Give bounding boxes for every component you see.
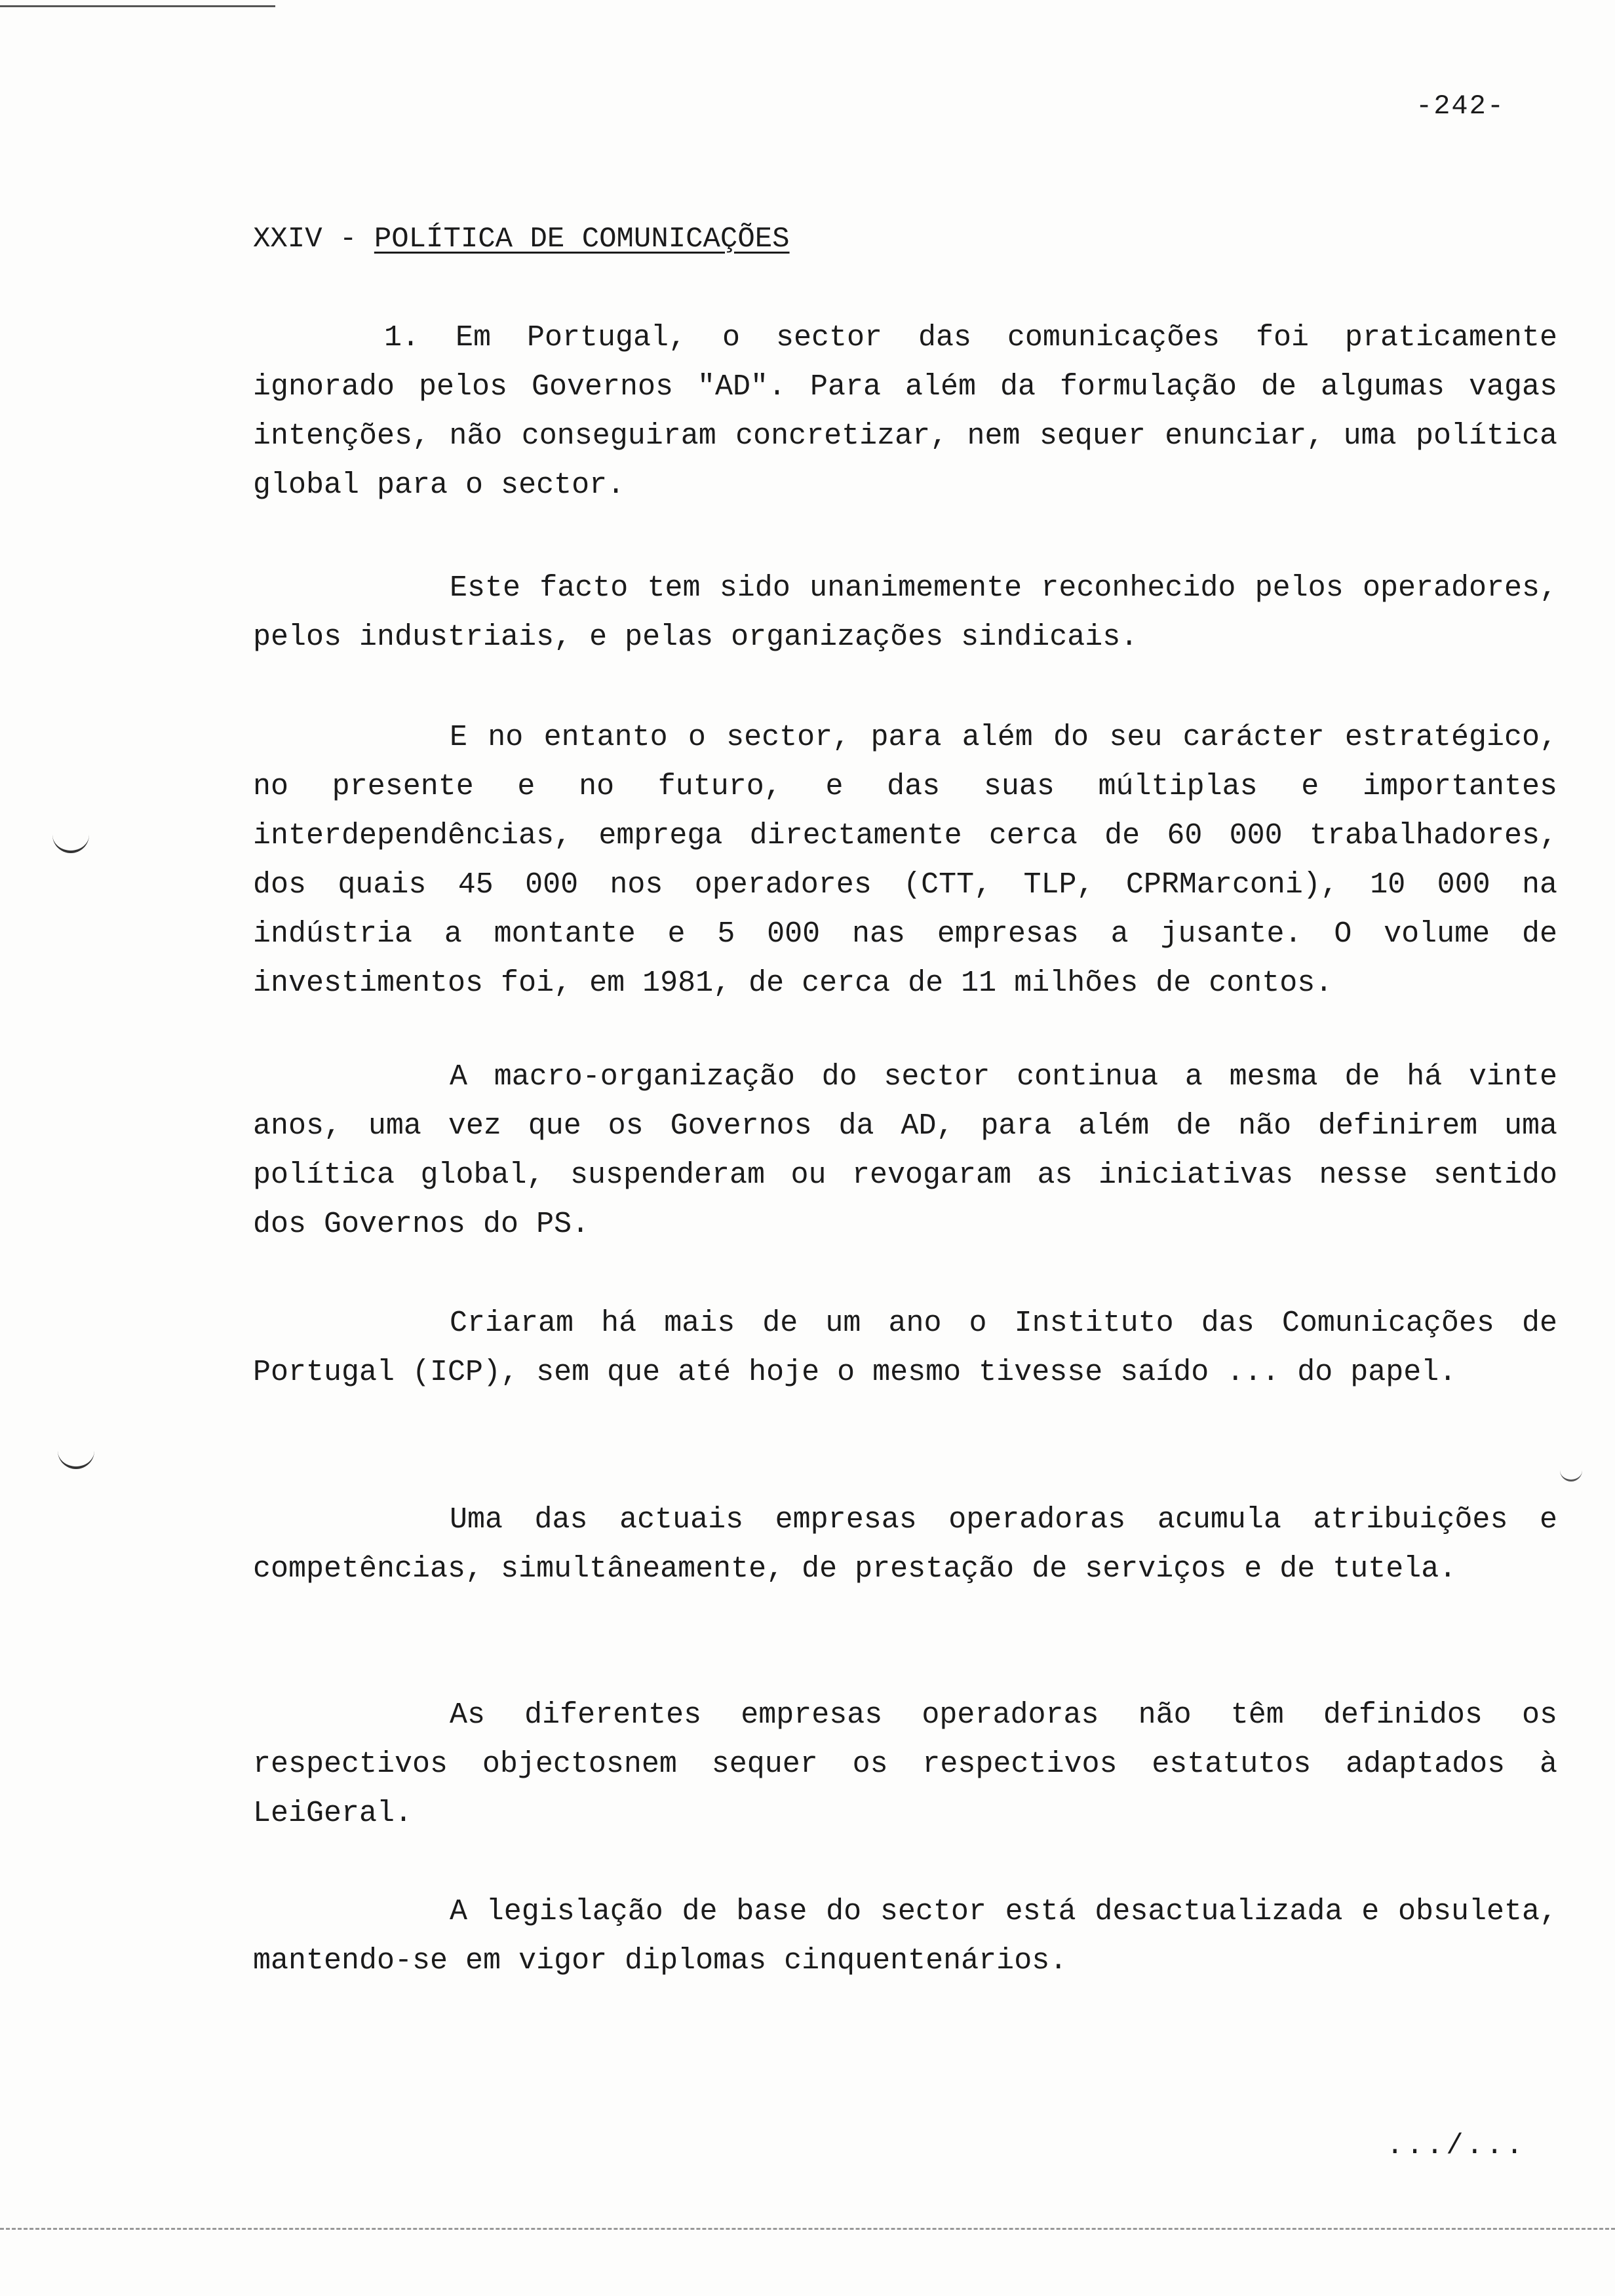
bottom-rule xyxy=(0,2228,1615,2230)
paragraph-3: E no entanto o sector, para além do seu carácter estratégico, no presente e no futuro, e das suas múltiplas e importantes interdependências, emprega directamente cerca de 60 000 trabalhadores, dos quais 45 000 nos operadores (CTT, TLP, CPRMarconi), 10 000 na indústria a montante e 5 000 nas empresas a jusante. O volume de investimentos foi, em 1981, de cerca de 11 milhões de contos. xyxy=(253,721,1557,1000)
paragraph-4: A macro-organização do sector continua a mesma de há vinte anos, uma vez que os Governos da AD, para além de não definirem uma política global, suspenderam ou revogaram as iniciativas nesse sentido dos Governos do PS. xyxy=(253,1060,1557,1241)
paragraph-1: 1. Em Portugal, o sector das comunicações foi praticamente ignorado pelos Governos "AD". Para além da formulação de algumas vagas intenções, não conseguiram concretizar, nem sequer enunciar, uma política global para o sector. xyxy=(253,321,1557,502)
section-heading xyxy=(253,223,790,256)
section-number: XXIV - xyxy=(253,223,374,256)
top-rule xyxy=(0,5,275,7)
page-number: -242- xyxy=(1416,90,1506,122)
continuation-marker: .../... xyxy=(1386,2130,1526,2162)
paragraph-6: Uma das actuais empresas operadoras acumula atribuições e competências, simultâneamente, de prestação de serviços e de tutela. xyxy=(253,1503,1557,1586)
margin-check-mark xyxy=(1560,1468,1582,1482)
paragraph-2: Este facto tem sido unanimemente reconhecido pelos operadores, pelos industriais, e pelas organizações sindicais. xyxy=(253,571,1557,654)
paragraph-8: A legislação de base do sector está desactualizada e obsuleta, mantendo-se em vigor diplomas cinquentenários. xyxy=(253,1895,1557,1978)
paragraph-7: As diferentes empresas operadoras não têm definidos os respectivos objectosnem sequer os respectivos estatutos adaptados à LeiGeral. xyxy=(253,1698,1557,1830)
margin-check-mark xyxy=(58,1448,94,1469)
section-title: POLÍTICA DE COMUNICAÇÕES xyxy=(374,223,790,256)
margin-check-mark xyxy=(52,832,89,853)
paragraph-5: Criaram há mais de um ano o Instituto das Comunicações de Portugal (ICP), sem que até hoje o mesmo tivesse saído ... do papel. xyxy=(253,1307,1557,1389)
